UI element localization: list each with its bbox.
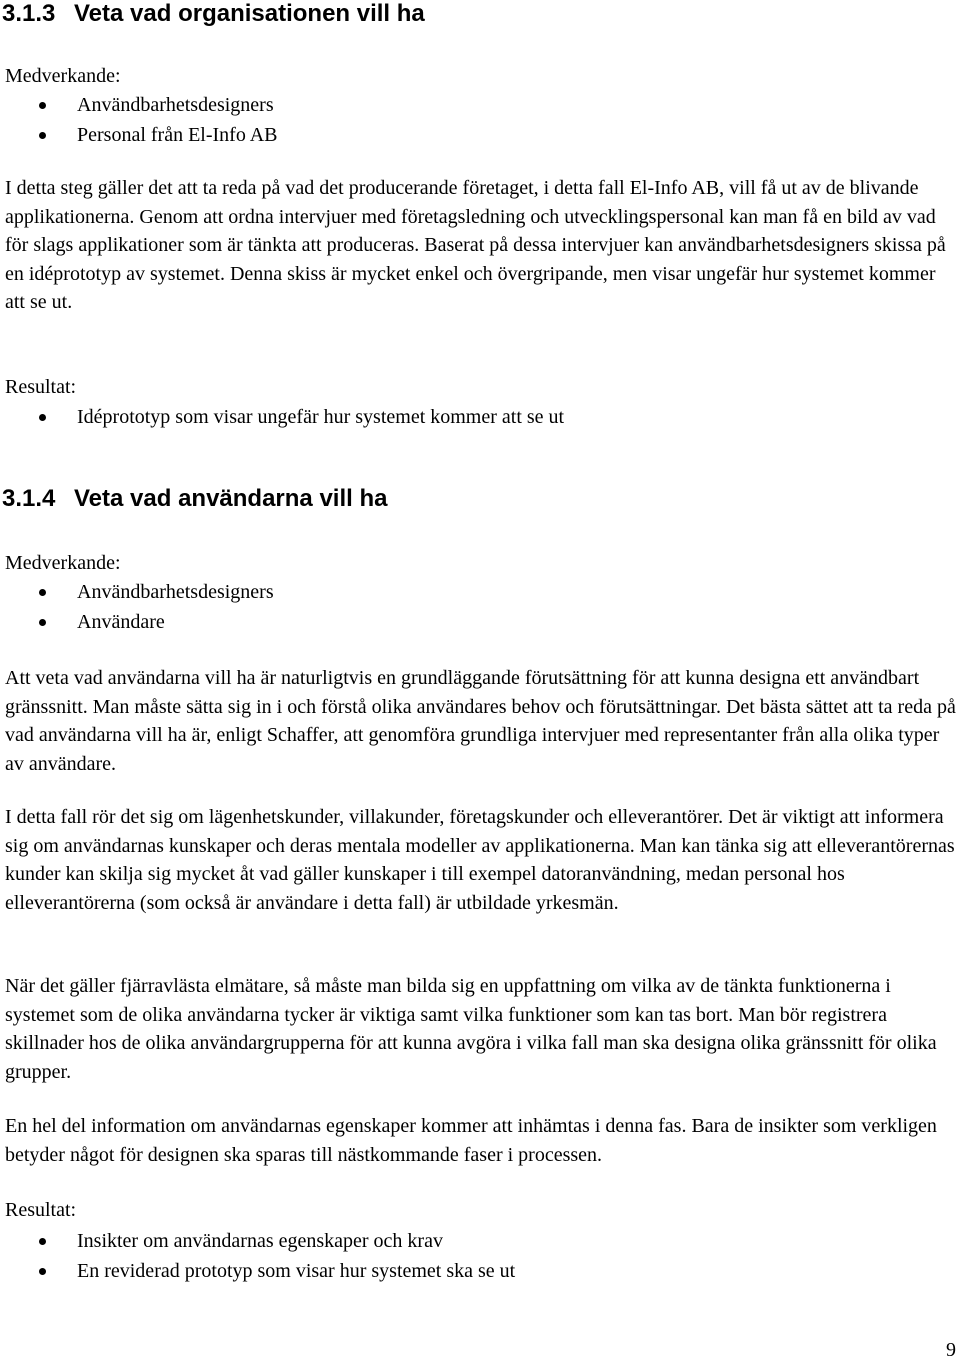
bullet-icon	[39, 619, 46, 626]
body-paragraph: I detta steg gäller det att ta reda på vad det producerande företaget, i detta fall El-Info AB, vill få ut av de blivande applikationerna. Genom att ordna intervjuer med företagsledning och utvecklingspersonal kan man få en bild av vad för slags applikationer som är tänkta att produceras. Baserat på dessa intervjuer kan användbarhetsdesigners skissa på en idéprototyp av systemet. Denna skiss är mycket enkel och övergripande, men visar ungefär hur systemet kommer att se ut.	[5, 177, 946, 313]
section-title: Veta vad organisationen vill ha	[74, 0, 425, 27]
section-heading-3-1-4	[2, 485, 387, 513]
results-list	[0, 1227, 515, 1287]
list-item	[0, 1257, 515, 1287]
body-paragraph: Att veta vad användarna vill ha är naturligtvis en grundläggande förutsättning för att kunna designa ett användbart gränssnitt. Man måste sätta sig in i och förstå olika användares behov och förutsättningar. Det bästa sättet att ta reda på vad användarna vill ha är, enligt Schaffer, att genomföra grundliga intervjuer med representanter från alla olika typer av användare.	[5, 667, 956, 775]
list-item	[0, 403, 564, 433]
participants-label: Medverkande:	[5, 552, 121, 574]
result-label: Resultat:	[5, 1199, 77, 1221]
section-heading-3-1-3	[2, 0, 425, 28]
list-item-text: Personal från El-Info AB	[77, 124, 278, 146]
list-item-text: Insikter om användarnas egenskaper och krav	[77, 1230, 443, 1252]
body-paragraph: En hel del information om användarnas egenskaper kommer att inhämtas i denna fas. Bara de insikter som verkligen betyder något för designen ska sparas till nästkommande faser i processen.	[5, 1115, 937, 1166]
bullet-icon	[39, 1268, 46, 1275]
list-item-text: Användare	[77, 611, 165, 633]
list-item-text: Användbarhetsdesigners	[77, 581, 274, 603]
bullet-icon	[39, 1238, 46, 1245]
body-paragraph: I detta fall rör det sig om lägenhetskunder, villakunder, företagskunder och elleverantörer. Det är viktigt att informera sig om användarnas kunskaper och deras mentala modeller av applikationerna. Man kan tänka sig att elleverantörernas kunder kan skilja sig mycket åt vad gäller kunskaper i till exempel datoranvändning, medan personal hos elleverantörerna (som också är användare i detta fall) är utbildade yrkesmän.	[5, 806, 955, 914]
section-number: 3.1.4	[2, 485, 56, 512]
list-item	[0, 608, 274, 638]
participants-list	[0, 578, 274, 638]
bullet-icon	[39, 589, 46, 596]
list-item-text: Användbarhetsdesigners	[77, 94, 274, 116]
result-label: Resultat:	[5, 376, 77, 398]
list-item-text: En reviderad prototyp som visar hur systemet ska se ut	[77, 1260, 516, 1282]
page-number: 9	[946, 1339, 956, 1361]
list-item	[0, 578, 274, 608]
bullet-icon	[39, 132, 46, 139]
body-paragraph: När det gäller fjärravlästa elmätare, så måste man bilda sig en uppfattning om vilka av de tänkta funktionerna i systemet som de olika användarna tycker är viktiga samt vilka funktioner som kan tas bort. Man bör registrera skillnader hos de olika användargrupperna för att kunna avgöra i vilka fall man ska designa olika gränssnitt för olika grupper.	[5, 975, 937, 1083]
list-item	[0, 1227, 515, 1257]
section-number: 3.1.3	[2, 0, 56, 27]
bullet-icon	[39, 414, 46, 421]
list-item	[0, 91, 278, 121]
section-title: Veta vad användarna vill ha	[74, 485, 388, 512]
participants-label: Medverkande:	[5, 65, 121, 87]
list-item	[0, 121, 278, 151]
participants-list	[0, 91, 278, 151]
list-item-text: Idéprototyp som visar ungefär hur systemet kommer att se ut	[77, 406, 565, 428]
bullet-icon	[39, 102, 46, 109]
results-list	[0, 403, 564, 433]
